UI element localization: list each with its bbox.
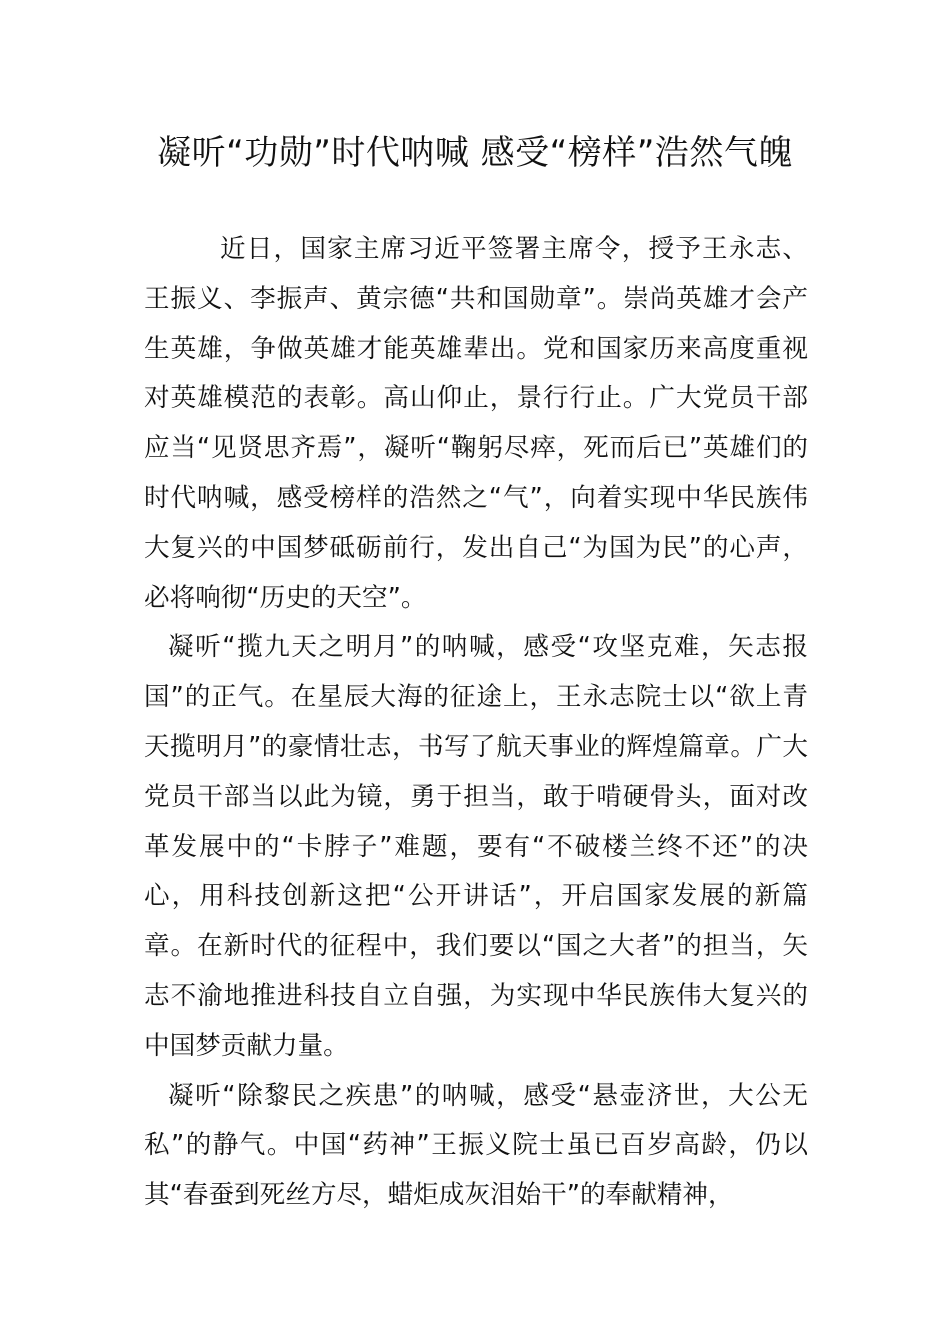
paragraph-intro: 近日，国家主席习近平签署主席令，授予王永志、王振义、李振声、黄宗德“共和国勋章”。崇尚英雄才会产生英雄，争做英雄才能英雄辈出。党和国家历来高度重视对英雄模范的表彰。高山仰止，景行行止。广大党员干部应当“见贤思齐焉”，凝听“鞠躬尽瘁，死而后已”英雄们的时代呐喊，感受榜样的浩然之“气”，向着实现中华民族伟大复兴的中国梦砥砺前行，发出自己“为国为民”的心声，必将响彻“历史的天空”。 xyxy=(144,234,808,613)
paragraph-wang-zhenyi: 凝听“除黎民之疾患”的呐喊，感受“悬壶济世，大公无私”的静气。中国“药神”王振义院士虽已百岁高龄，仍以其“春蚕到死丝方尽，蜡炬成灰泪始干”的奉献精神， xyxy=(144,1080,808,1211)
document-title: 凝听“功勋”时代呐喊 感受“榜样”浩然气魄 xyxy=(157,133,793,173)
document-body xyxy=(144,225,808,1221)
paragraph-wang-yongzhi: 凝听“揽九天之明月”的呐喊，感受“攻坚克难，矢志报国”的正气。在星辰大海的征途上，王永志院士以“欲上青天揽明月”的豪情壮志，书写了航天事业的辉煌篇章。广大党员干部当以此为镜，勇于担当，敢于啃硬骨头，面对改革发展中的“卡脖子”难题，要有“不破楼兰终不还”的决心，用科技创新这把“公开讲话”，开启国家发展的新篇章。在新时代的征程中，我们要以“国之大者”的担当，矢志不渝地推进科技自立自强，为实现中华民族伟大复兴的中国梦贡献力量。 xyxy=(144,632,808,1061)
